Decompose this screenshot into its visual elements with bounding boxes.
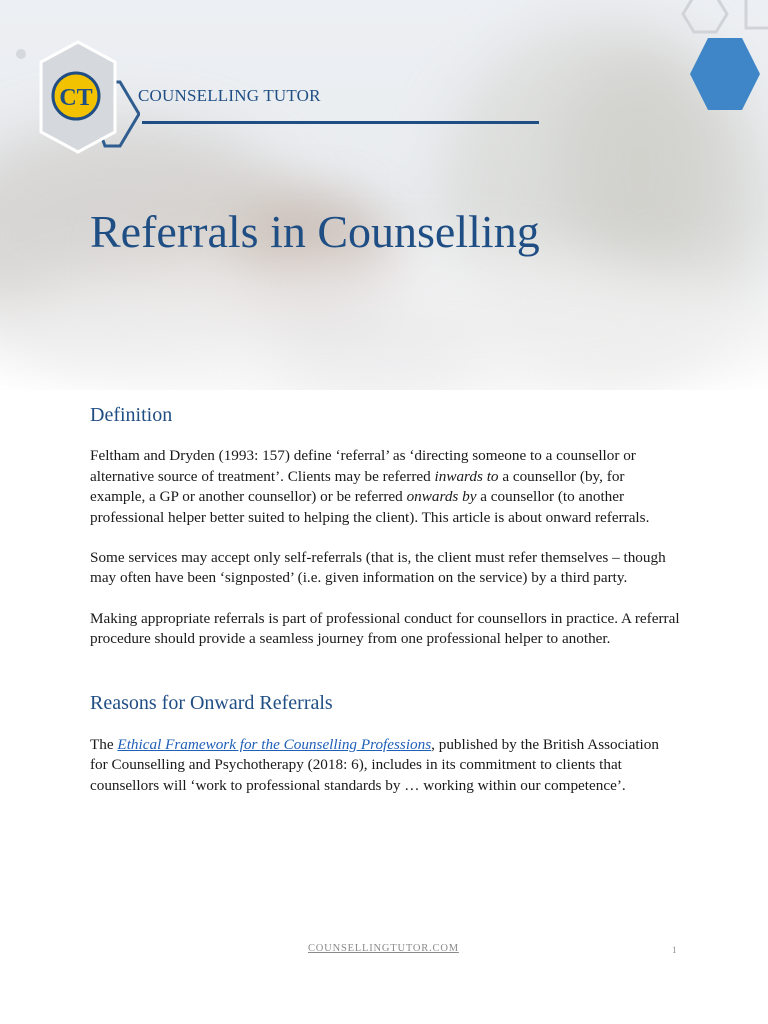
italic-text-onwards: onwards by [406, 488, 477, 506]
brand-divider [142, 121, 539, 124]
reasons-paragraph-1 [90, 735, 680, 796]
hex-accent-decoration [690, 38, 760, 110]
definition-paragraph-2: Some services may accept only self-referrals (that is, the client must refer themselves – though may often have been ‘signposted’ (i.e. given information on the service) by a third party. [90, 549, 666, 587]
brand-name: COUNSELLING TUTOR [138, 86, 321, 105]
text-run: Feltham and Dryden (1993: 157) define ‘referral’ as ‘directing someone to a counsellor or alternative source of treatment’. Clients may be referred [90, 447, 636, 485]
page-number: 1 [672, 945, 677, 955]
page-title: Referrals in Counselling [90, 206, 540, 257]
section-heading-definition: Definition [90, 404, 173, 426]
definition-paragraph-3: Making appropriate referrals is part of professional conduct for counsellors in practice. A referral procedure should provide a seamless journey from one professional helper to another. [90, 609, 680, 648]
article-body [90, 400, 680, 796]
ethical-framework-link[interactable]: Ethical Framework for the Counselling Professions [117, 736, 432, 754]
decor-dot [16, 49, 26, 59]
text-run: a counsellor (by, for example, a GP or another counsellor) or be referred [90, 467, 625, 506]
logo [10, 38, 140, 198]
definition-paragraph-1 [90, 446, 680, 528]
decorative-hexagons [660, 0, 768, 122]
hex-outline-decoration [746, 0, 768, 28]
italic-text-inwards: inwards to [434, 467, 499, 485]
logo-letters: CT [59, 85, 93, 111]
text-run: a counsellor (to another professional helper better suited to helping the client). This article is about onward referrals. [90, 488, 650, 526]
text-run: The [90, 736, 118, 754]
footer-website-link[interactable]: COUNSELLINGTUTOR.COM [308, 943, 459, 954]
text-run: , published by the British Association for Counselling and Psychotherapy (2018: 6), includes in its commitment to clients that counsellors will ‘work to professional standards by … working within our competence’. [90, 736, 659, 794]
section-heading-reasons: Reasons for Onward Referrals [90, 691, 333, 714]
hex-outline-decoration [683, 0, 727, 32]
